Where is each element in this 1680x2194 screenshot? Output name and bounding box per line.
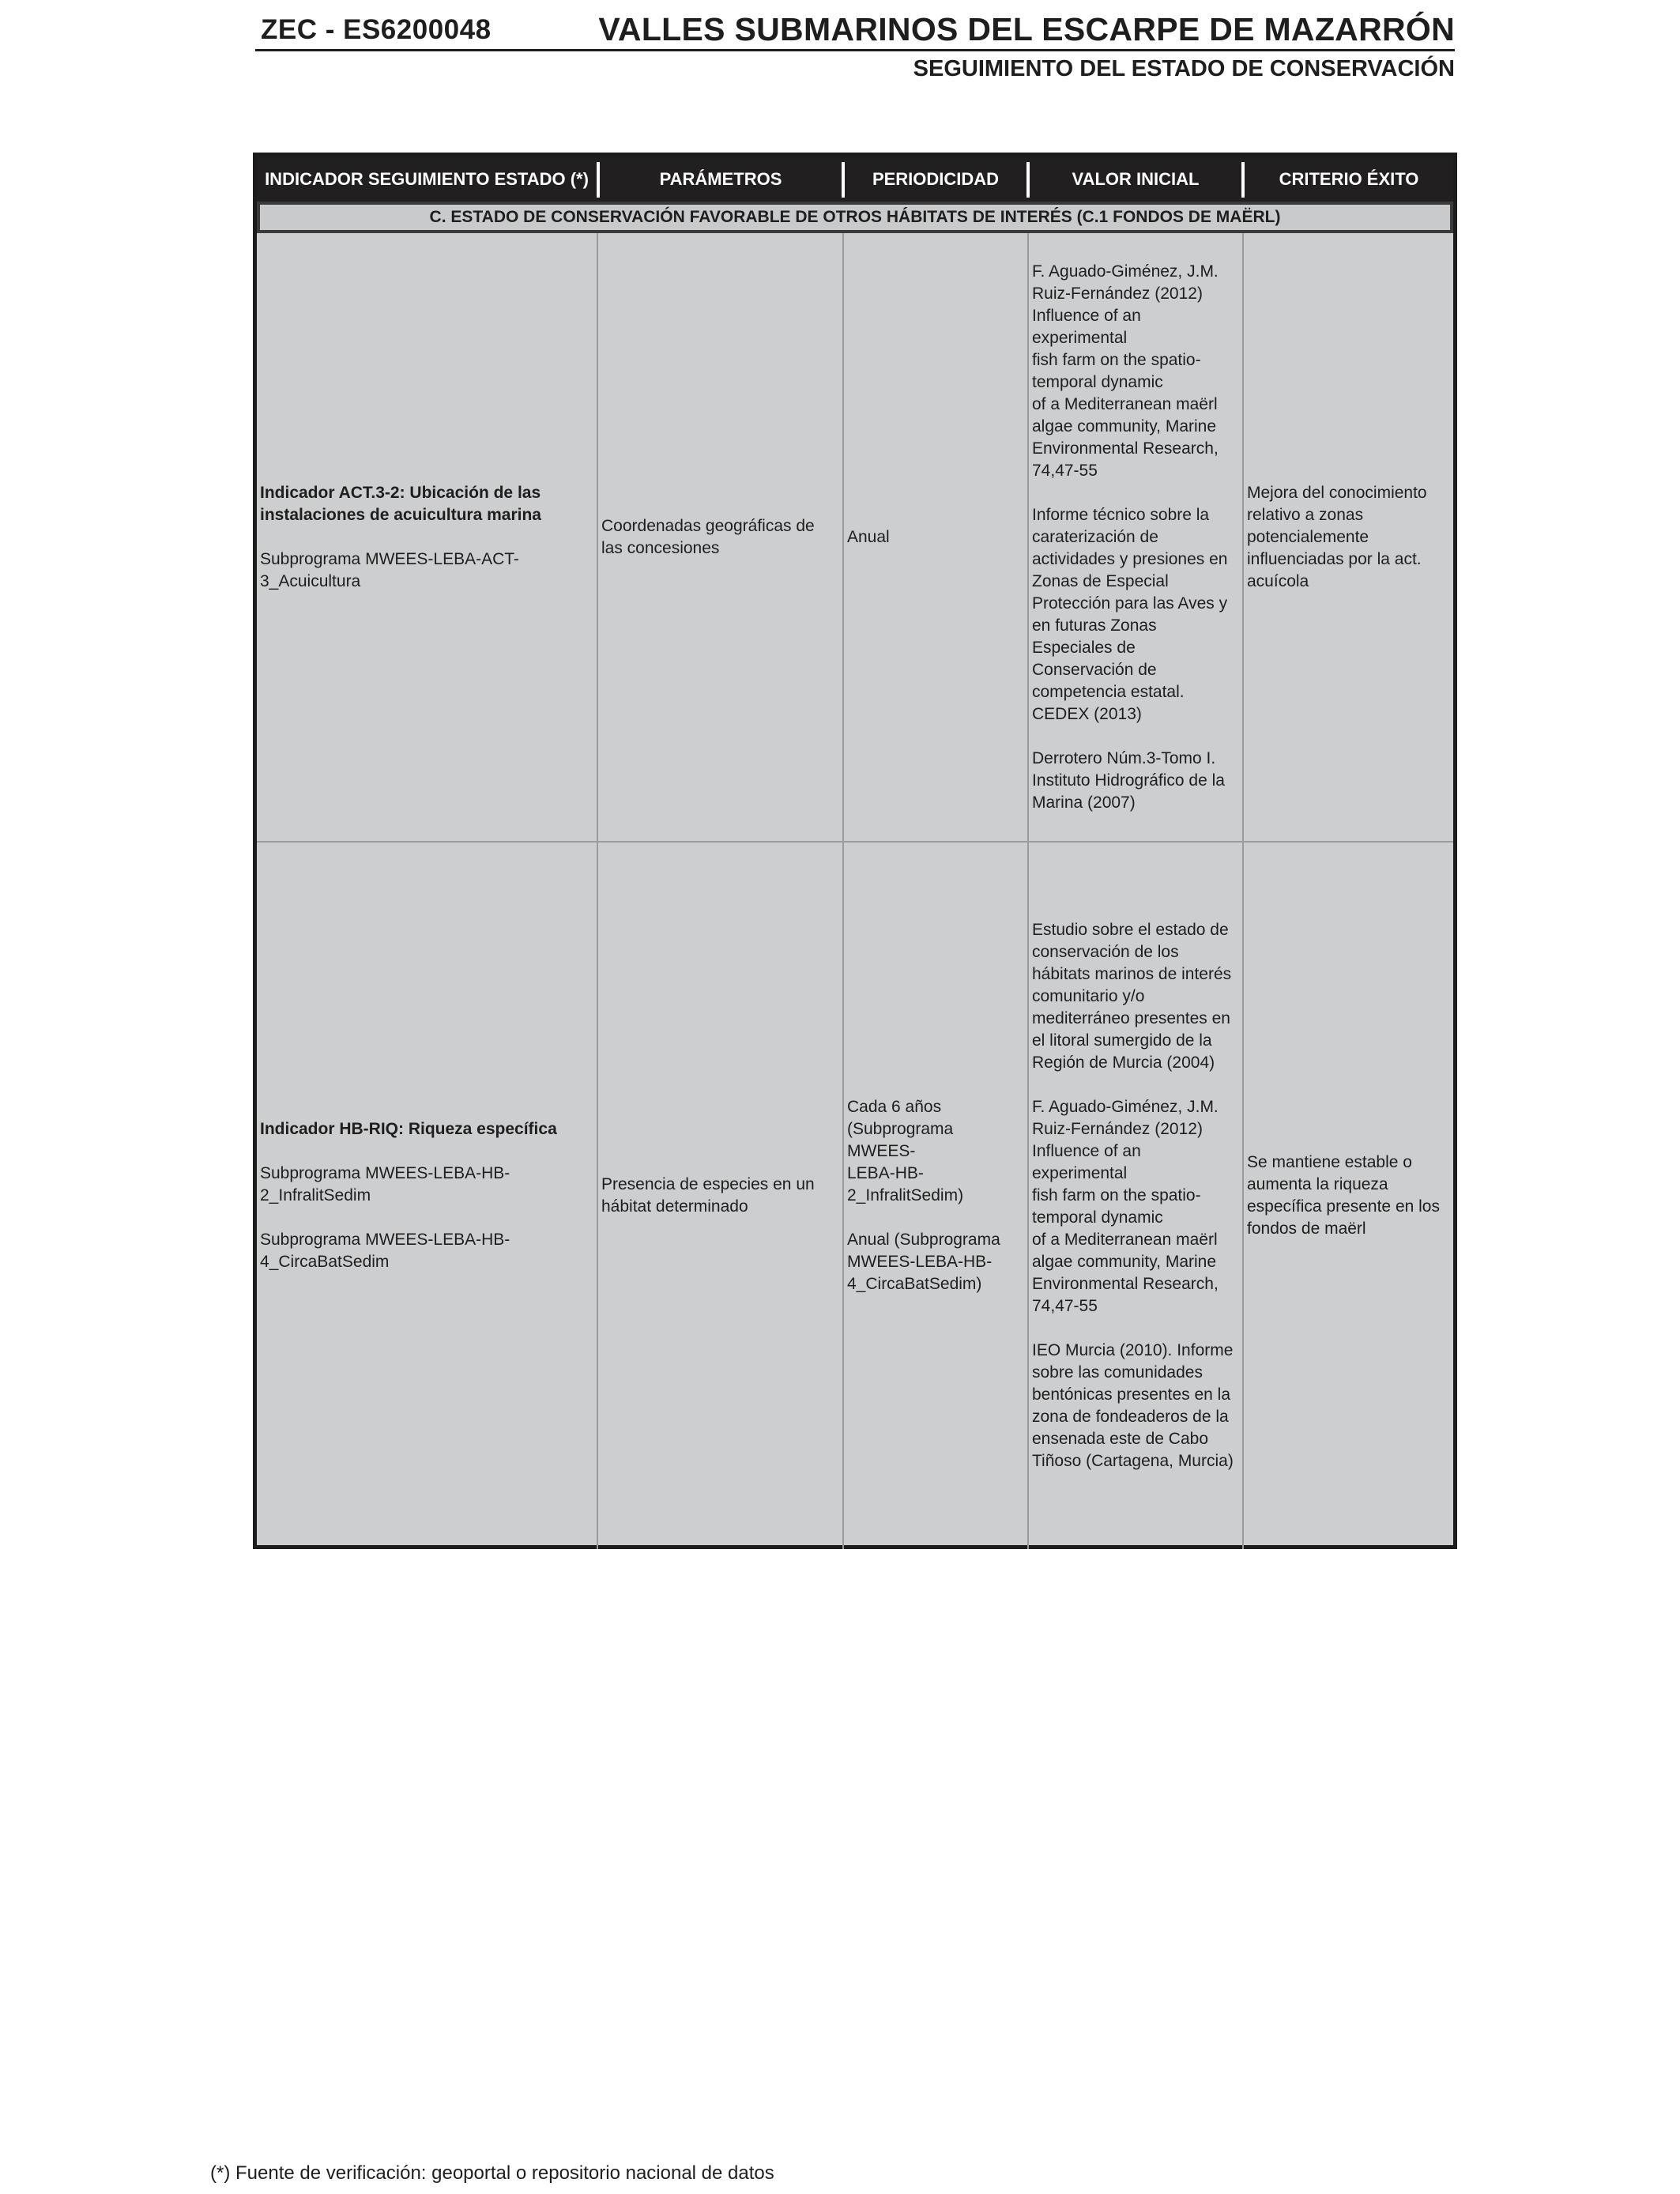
periodicidad-text: Cada 6 años (Subprograma MWEES- LEBA-HB- 2_InfralitSedim) [847,1098,964,1204]
periodicidad-text: Anual (Subprograma MWEES-LEBA-HB- 4_CircaBatSedim) [847,1231,1000,1293]
table-row-2-indicador [257,843,597,1549]
reference-text: Estudio sobre el estado de conservación de los hábitats marinos de interés comunitario y/o mediterráneo presentes en el litoral sumergido de la Región de Murcia (2004) [1032,921,1232,1072]
column-header-valor-inicial: VALOR INICIAL [1072,168,1200,189]
section-title: C. ESTADO DE CONSERVACIÓN FAVORABLE DE OTROS HÁBITATS DE INTERÉS (C.1 FONDOS DE MAËRL) [257,202,1453,233]
parametros-text: Presencia de especies en un hábitat determinado [601,1175,815,1216]
reference-text: F. Aguado-Giménez, J.M. Ruiz-Fernández (2012) Influence of an experimental fish farm on the spatio- temporal dynamic of a Mediterranean maërl algae community, Marine Environmental Research, 74,47-55 [1032,262,1219,480]
column-header-indicador: INDICADOR SEGUIMIENTO ESTADO (*) [265,168,589,189]
column-header-parametros: PARÁMETROS [659,168,782,189]
table-row-1-criterio [1244,233,1453,841]
column-header-criterio: CRITERIO ÉXITO [1279,168,1419,189]
indicador-title: Indicador ACT.3-2: Ubicación de las instalaciones de acuicultura marina [260,483,541,524]
reference-text: Informe técnico sobre la caraterización de actividades y presiones en Zonas de Especial Protección para las Aves y en futuras Zonas Especiales de Conservación de competencia estatal. CEDEX (2013) [1032,505,1228,723]
reference-text: F. Aguado-Giménez, J.M. Ruiz-Fernández (2012) Influence of an experimental fish farm on the spatio- temporal dynamic of a Mediterranean maërl algae community, Marine Environmental Research, 74,47-55 [1032,1098,1219,1315]
table-row-2-criterio [1244,843,1453,1549]
subprograma-text: Subprograma MWEES-LEBA-HB- 4_CircaBatSedim [260,1231,510,1271]
site-code: ZEC - ES6200048 [261,14,492,45]
criterio-text: Se mantiene estable o aumenta la riqueza específica presente en los fondos de maërl [1247,1153,1440,1238]
table-row-1-indicador [257,233,597,841]
table-row-1-valor-inicial [1029,233,1242,841]
table-header [257,156,1453,202]
table-row-2-valor-inicial [1029,843,1242,1549]
page-title: VALLES SUBMARINOS DEL ESCARPE DE MAZARRÓN [598,11,1455,47]
monitoring-table [253,153,1457,1549]
footnote: (*) Fuente de verificación: geoportal o repositorio nacional de datos [210,2162,774,2184]
subprograma-text: Subprograma MWEES-LEBA-HB- 2_InfralitSedim [260,1164,510,1204]
criterio-text: Mejora del conocimiento relativo a zonas potencialemente influenciadas por la act. acuícola [1247,483,1427,590]
reference-text: Derrotero Núm.3-Tomo I. Instituto Hidrográfico de la Marina (2007) [1032,748,1225,812]
reference-text: IEO Murcia (2010). Informe sobre las comunidades bentónicas presentes en la zona de fondeaderos de la ensenada este de Cabo Tiñoso (Cartagena, Murcia) [1032,1341,1234,1470]
table-row-2-periodicidad [844,843,1027,1549]
header-rule [255,49,1455,51]
column-header-periodicidad: PERIODICIDAD [872,168,1000,189]
periodicidad-text: Anual [847,527,890,546]
indicador-title: Indicador HB-RIQ: Riqueza específica [260,1120,557,1138]
page-subtitle: SEGUIMIENTO DEL ESTADO DE CONSERVACIÓN [913,56,1455,81]
table-row-2-parametros [598,843,842,1549]
parametros-text: Coordenadas geográficas de las concesiones [601,516,815,557]
table-row-1-parametros [598,233,842,841]
table-row-1-periodicidad [844,233,1027,841]
subprograma-text: Subprograma MWEES-LEBA-ACT- 3_Acuicultura [260,549,519,590]
